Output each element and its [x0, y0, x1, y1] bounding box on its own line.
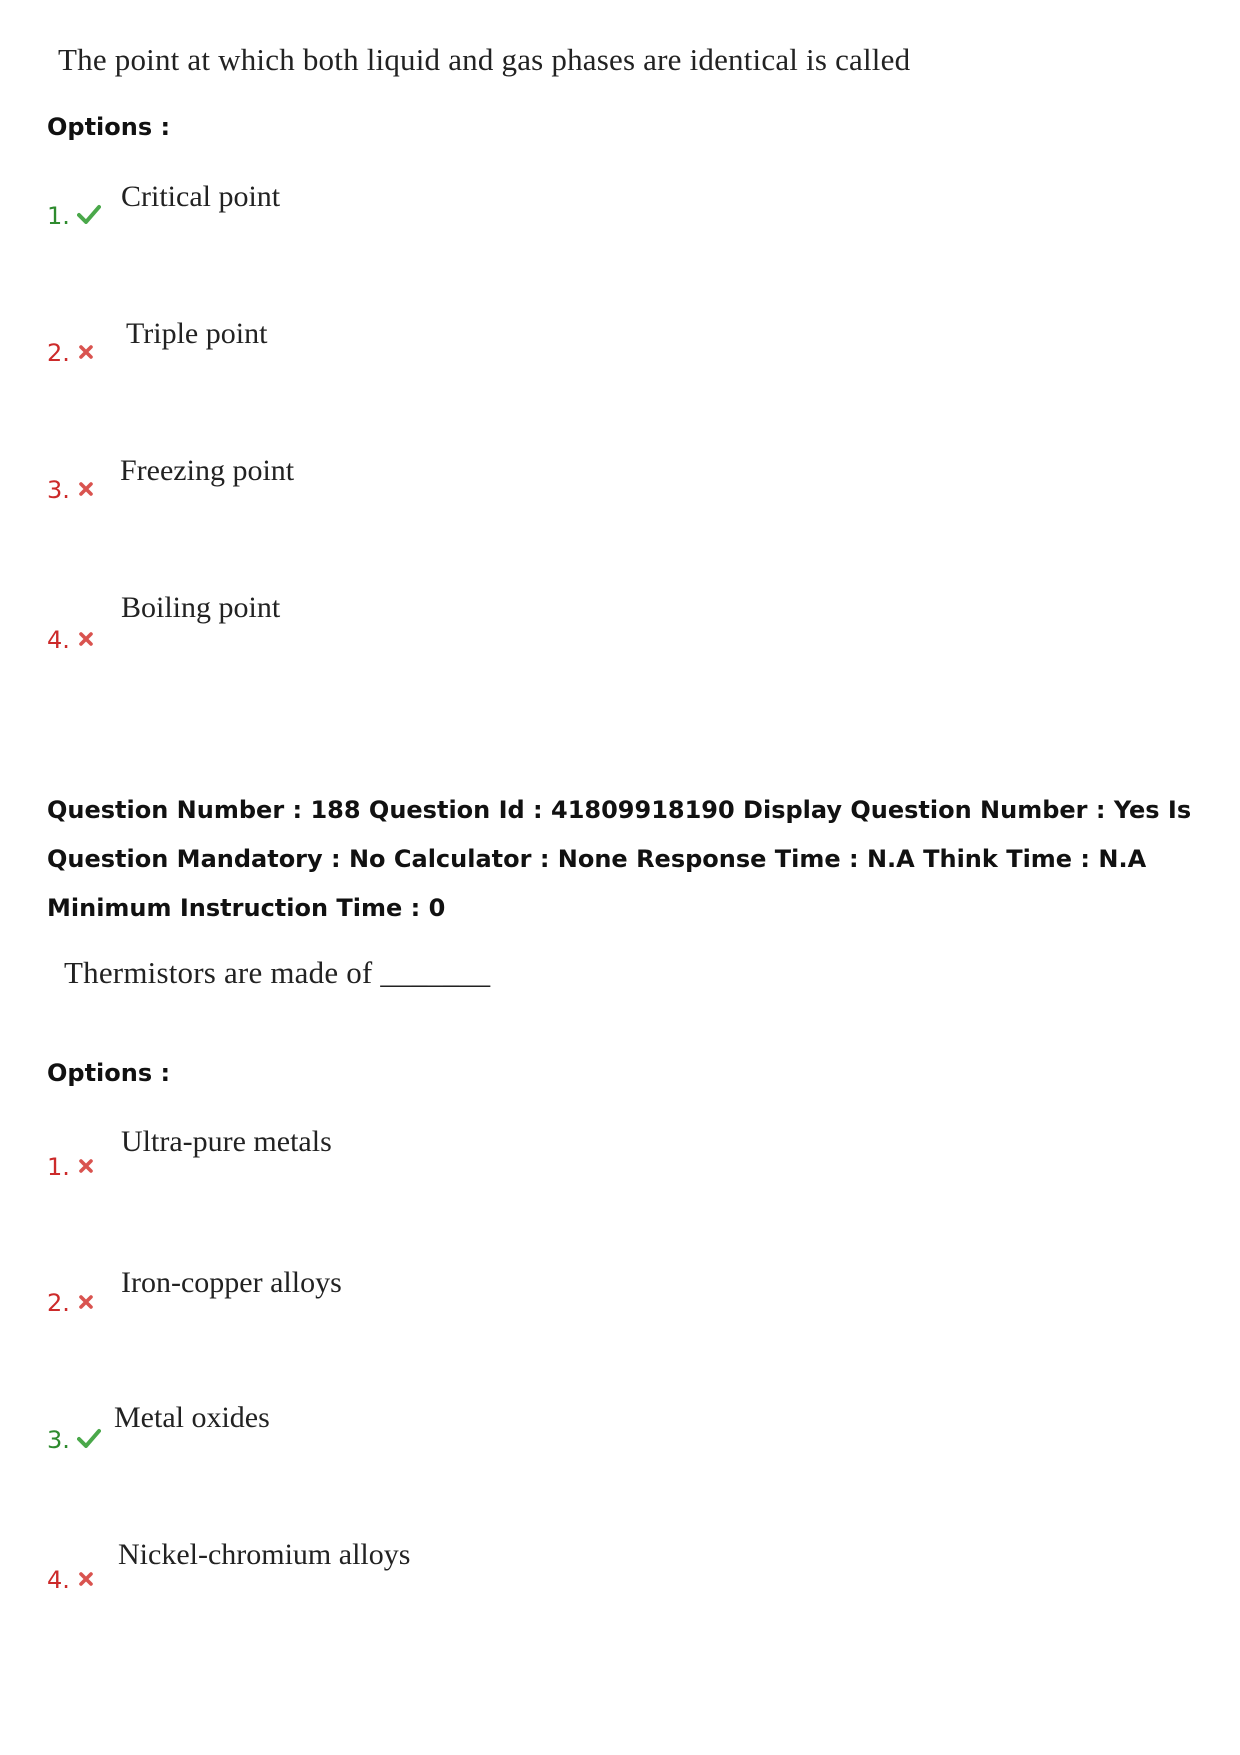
option-number: 3.: [47, 476, 70, 504]
option-text: Ultra-pure metals: [121, 1125, 332, 1158]
option-number: 4.: [47, 626, 70, 654]
option-number: 2.: [47, 339, 70, 367]
options-label: Options :: [47, 113, 171, 141]
question-text: Thermistors are made of _______: [64, 955, 491, 990]
cross-icon: [79, 482, 93, 496]
cross-icon: [79, 632, 93, 646]
option-number: 1.: [47, 202, 70, 230]
options-label: Options :: [47, 1059, 171, 1087]
option-number: 2.: [47, 1289, 70, 1317]
question-meta: Question Number : 188 Question Id : 41809918190 Display Question Number : Yes Is Question Mandatory : No Calculator : None Response Time : N.A Think Time : N.A Minimum Instruction Time : 0: [47, 796, 1192, 922]
option-text: Metal oxides: [114, 1401, 270, 1434]
question-text: The point at which both liquid and gas phases are identical is called: [58, 42, 911, 77]
option-text: Boiling point: [121, 591, 281, 624]
option-text: Freezing point: [120, 454, 295, 487]
cross-icon: [79, 345, 93, 359]
option-text: Critical point: [121, 180, 281, 213]
cross-icon: [79, 1572, 93, 1586]
option-number: 4.: [47, 1566, 70, 1594]
check-icon: [77, 1428, 101, 1448]
option-text: Nickel-chromium alloys: [118, 1538, 411, 1571]
cross-icon: [79, 1159, 93, 1173]
option-text: Iron-copper alloys: [121, 1266, 342, 1299]
option-number: 1.: [47, 1153, 70, 1181]
check-icon: [77, 204, 101, 224]
option-text: Triple point: [126, 317, 268, 350]
cross-icon: [79, 1295, 93, 1309]
option-number: 3.: [47, 1426, 70, 1454]
